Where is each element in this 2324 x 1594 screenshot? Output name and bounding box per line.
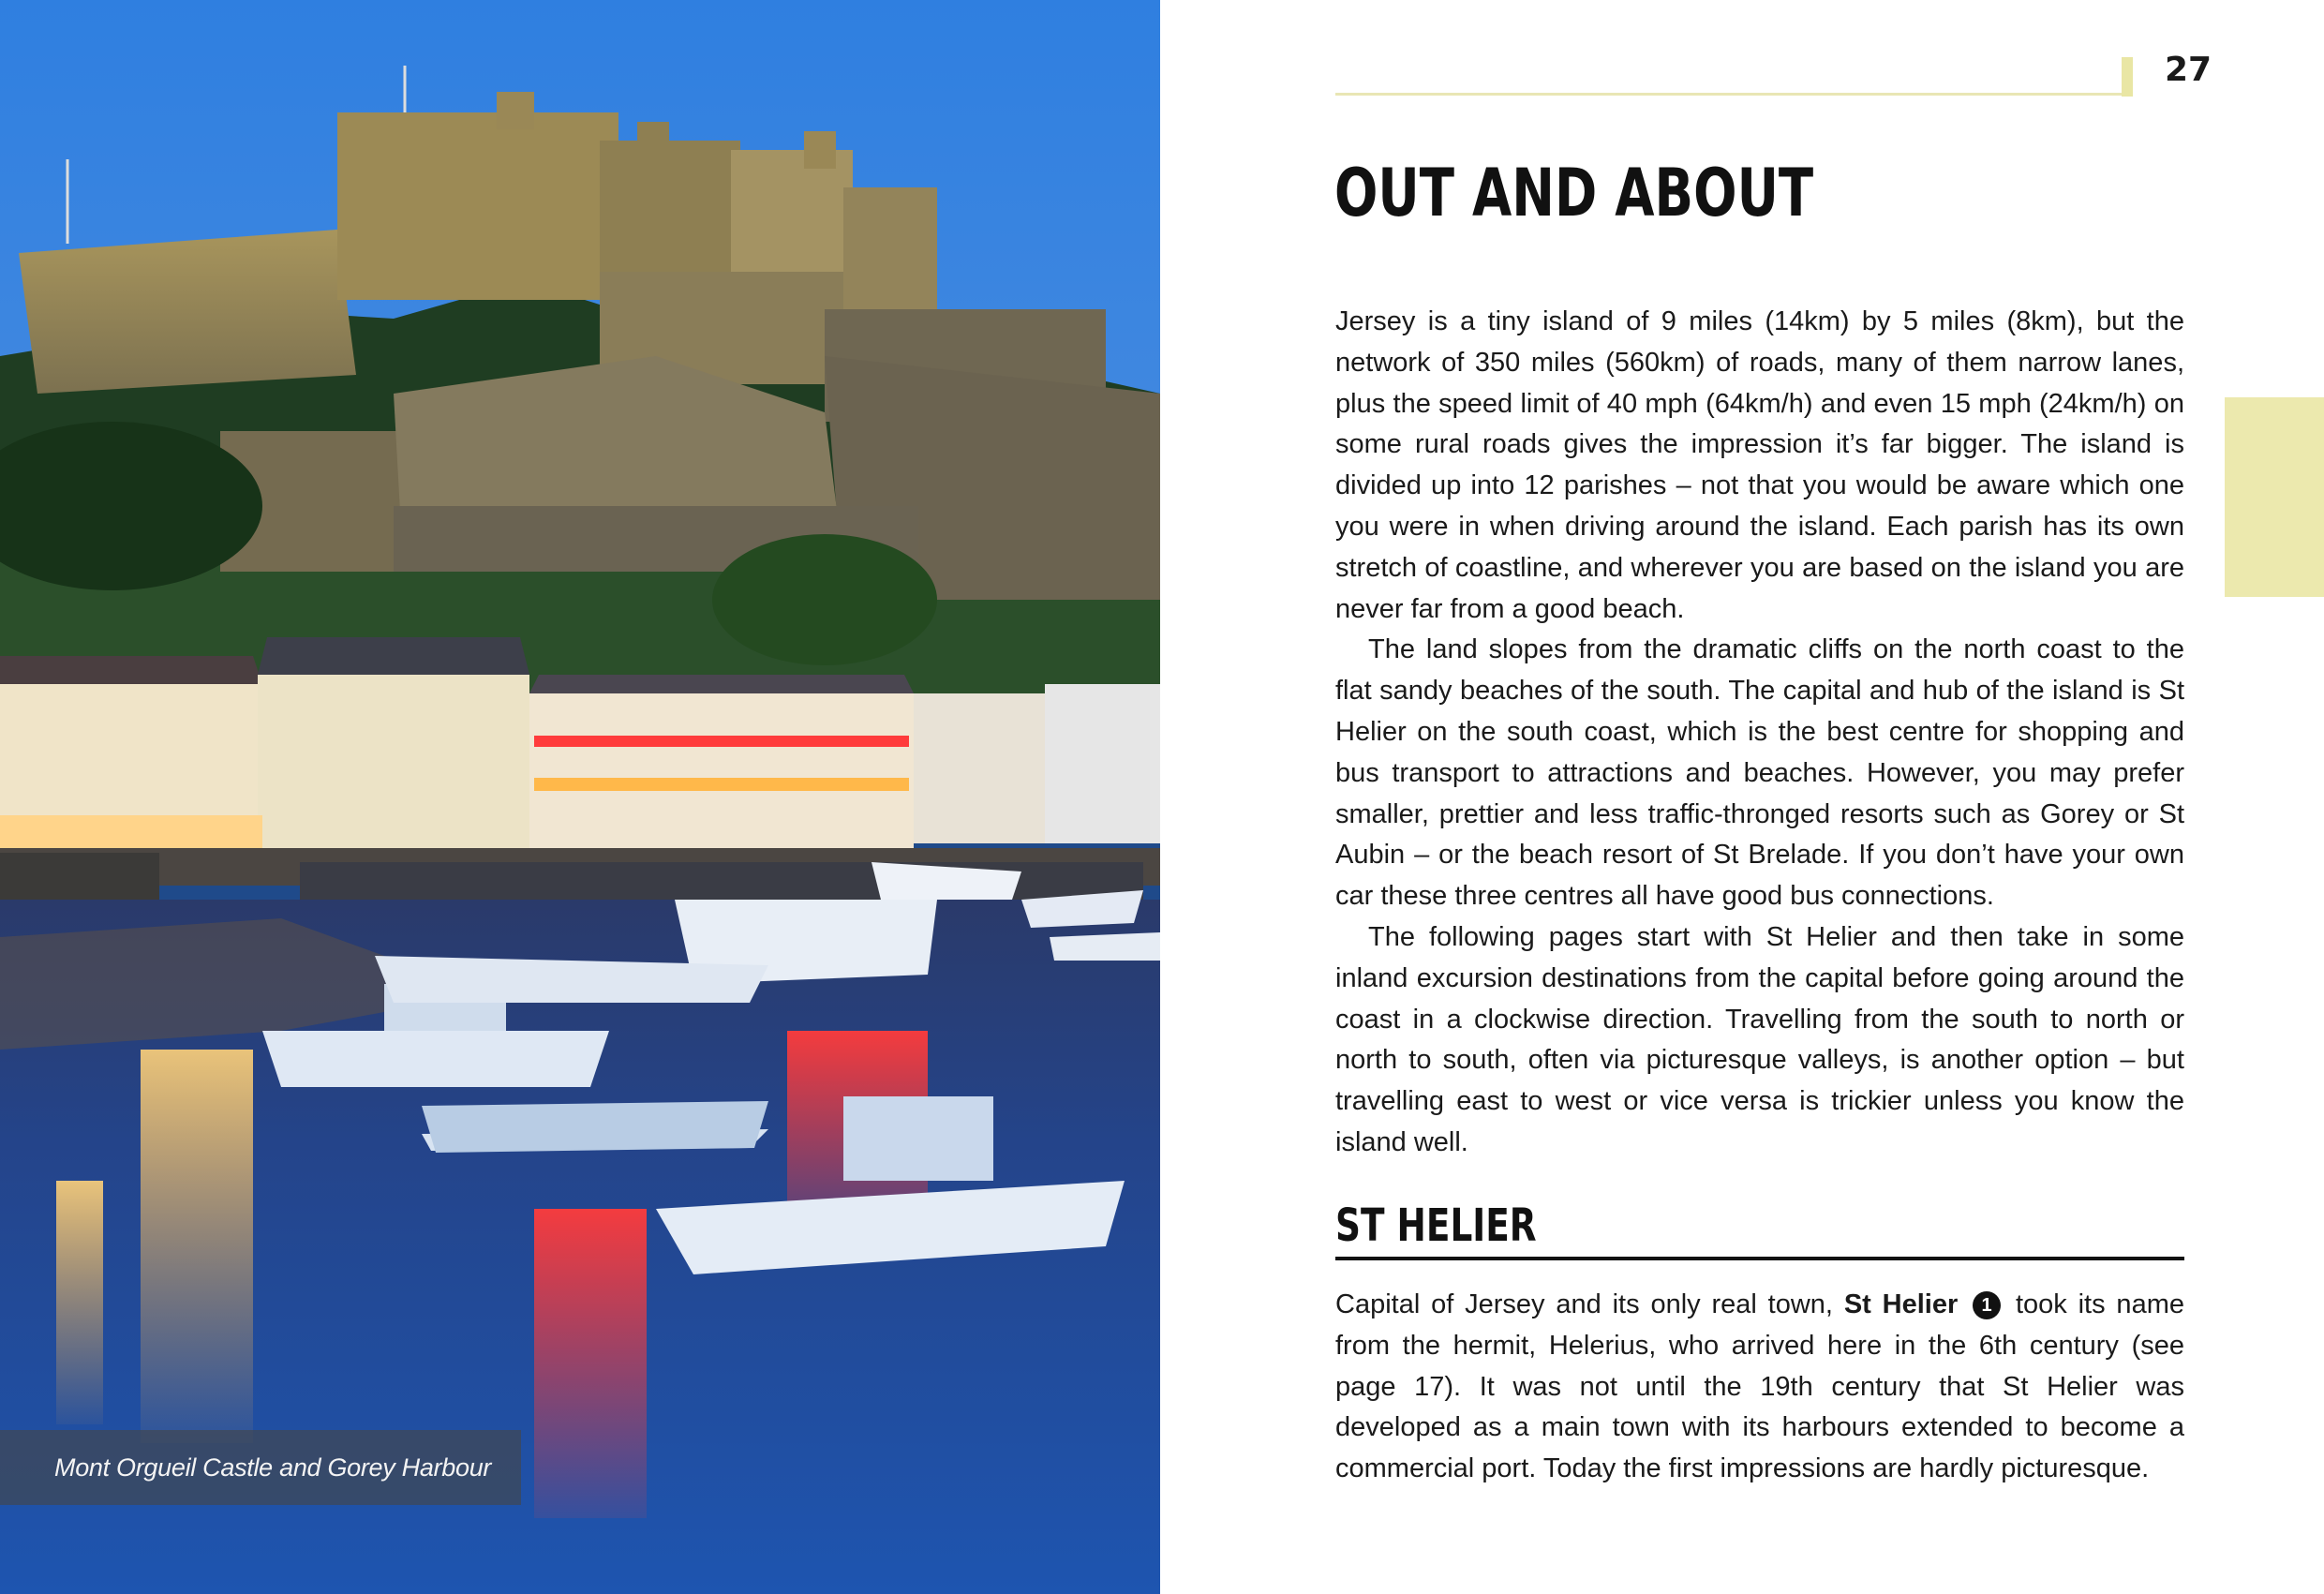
- section-title-rule: [1335, 1257, 2184, 1260]
- harbour-photo: [0, 0, 1160, 1594]
- chapter-body: [1335, 302, 2184, 1164]
- photo-caption: [0, 1430, 521, 1505]
- paragraph: The following pages start with St Helier and then take in some inland excursion destinations from the capital before going around the coast in a clockwise direction. Travelling from the south to north or north to south, often via picturesque valleys, is another option – but travelling east to west or vice versa is trickier unless you know the island well.: [1335, 921, 2184, 1157]
- chapter-thumb-tab: [2225, 397, 2324, 597]
- section-body: [1335, 1285, 2184, 1490]
- place-name-bold: St Helier: [1843, 1289, 1959, 1319]
- map-marker-badge: 1: [1973, 1291, 2001, 1319]
- section-title-text: ST HELIER: [1335, 1199, 1537, 1252]
- castle-harbour-illustration: [0, 0, 1160, 1594]
- page-number: 27: [2165, 51, 2212, 89]
- intro-text: Capital of Jersey and its only real town,: [1335, 1289, 1844, 1319]
- paragraph: [1335, 1285, 2184, 1490]
- photo-caption-text: Mont Orgueil Castle and Gorey Harbour: [54, 1452, 492, 1482]
- page-number-marker: [2122, 57, 2133, 97]
- paragraph: Jersey is a tiny island of 9 miles (14km) by 5 miles (8km), but the network of 350 miles (560km) of roads, many of them narrow lanes, plus the speed limit of 40 mph (64km/h) and even 15 mph (24km/h) on some rural roads gives the impression it’s far bigger. The island is divided up into 12 parishes – not that you would be aware which one you were in when driving around the island. Each parish has its own stretch of coastline, and wherever you are based on the island you are never far from a good beach.: [1335, 306, 2184, 624]
- header-rule: [1335, 93, 2130, 96]
- intro-text-continued: took its name from the hermit, Helerius, who arrived here in the 6th century (see page 17). It was not until the 19th century that St Helier was developed as a main town with its harbours extended to become a commercial port. Today the first impressions are hardly picturesque.: [1335, 1289, 2184, 1484]
- chapter-title: OUT AND ABOUT: [1334, 155, 1814, 231]
- paragraph: The land slopes from the dramatic cliffs on the north coast to the flat sandy beaches of the south. The capital and hub of the island is St Helier on the south coast, which is the best centre for shopping and bus transport to attractions and beaches. However, you may prefer smaller, prettier and less traffic-thronged resorts such as Gorey or St Aubin – or the beach resort of St Brelade. If you don’t have your own car these three centres all have good bus connections.: [1335, 634, 2184, 912]
- section-title: [1335, 1199, 2184, 1252]
